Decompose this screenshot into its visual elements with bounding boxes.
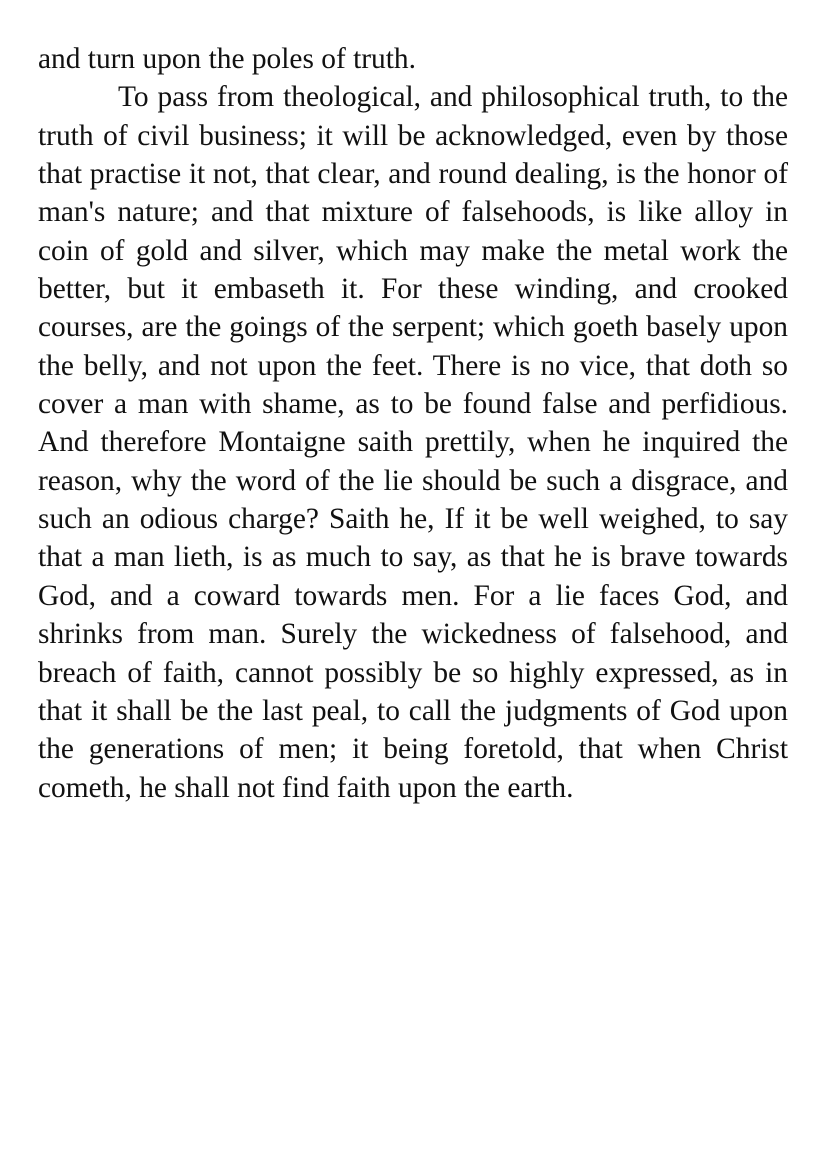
paragraph: To pass from theological, and philosophical truth, to the truth of civil business; it will be acknowledged, even by those that practise it not, that clear, and round dealing, is the honor of man's nature; and that mixture of falsehoods, is like alloy in coin of gold and silver, which may make the metal work the better, but it embaseth it. For these winding, and crooked courses, are the goings of the serpent; which goeth basely upon the belly, and not upon the feet. There is no vice, that doth so cover a man with shame, as to be found false and perfidious. And therefore Montaigne saith prettily, when he inquired the reason, why the word of the lie should be such a disgrace, and such an odious charge? Saith he, If it be well weighed, to say that a man lieth, is as much to say, as that he is brave towards God, and a coward towards men. For a lie faces God, and shrinks from man. Surely the wickedness of falsehood, and breach of faith, cannot possibly be so highly expressed, as in that it shall be the last peal, to call the judgments of God upon the generations of men; it being foretold, that when Christ cometh, he shall not find faith upon the earth. bbox=[38, 81, 788, 804]
body-text bbox=[38, 40, 788, 807]
continuation-line: and turn upon the poles of truth. bbox=[38, 43, 416, 75]
